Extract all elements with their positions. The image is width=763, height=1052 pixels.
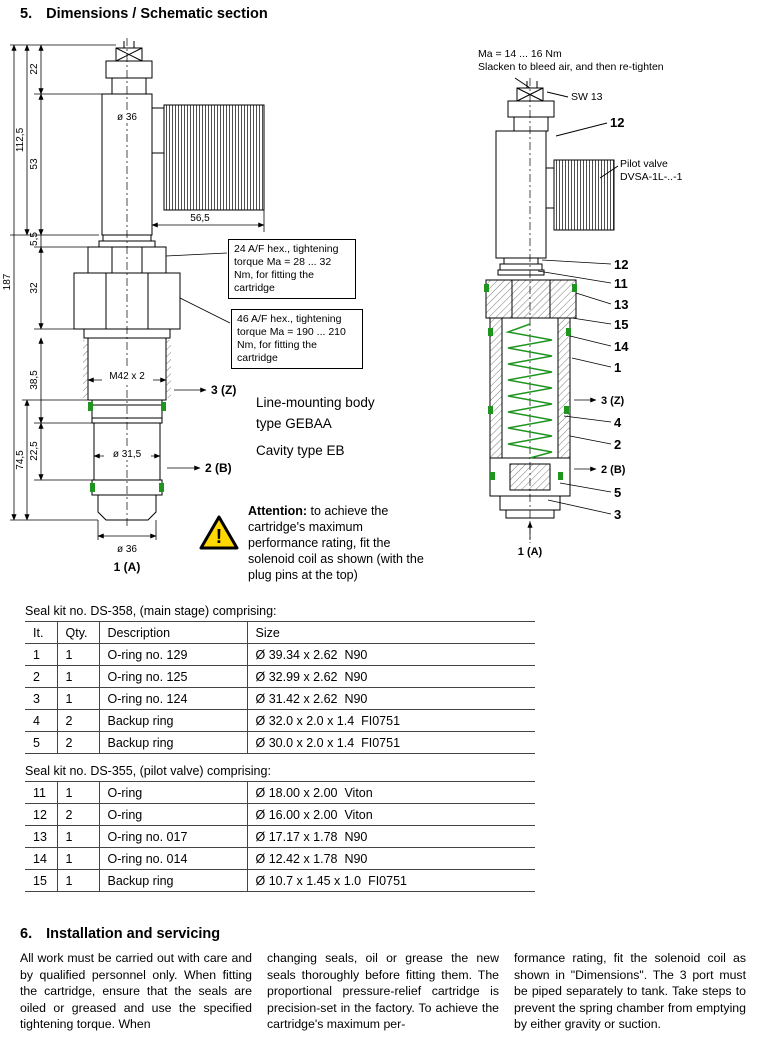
table-row bbox=[25, 732, 535, 754]
cell-qty: 1 bbox=[57, 644, 99, 666]
cell-qty: 2 bbox=[57, 710, 99, 732]
left-port-b: 2 (B) bbox=[205, 461, 232, 475]
cell-qty: 1 bbox=[57, 870, 99, 892]
cell-desc: O-ring no. 014 bbox=[99, 848, 247, 870]
warning-mark: ! bbox=[215, 526, 223, 548]
left-port-a: 1 (A) bbox=[113, 560, 141, 574]
table-row bbox=[25, 688, 535, 710]
dim-22: 22 bbox=[29, 63, 40, 75]
item-5: 5 bbox=[614, 485, 622, 500]
pilot-valve-line2: DVSA-1L-..-1 bbox=[620, 171, 683, 183]
right-port-a: 1 (A) bbox=[517, 546, 543, 558]
cell-desc: O-ring no. 125 bbox=[99, 666, 247, 688]
bleed-note-line1: Ma = 14 ... 16 Nm bbox=[478, 48, 562, 60]
cell-qty: 1 bbox=[57, 688, 99, 710]
callout-46af: 46 A/F hex., tightening torque Ma = 190 ... 210 Nm, for fitting the cartridge bbox=[231, 309, 363, 369]
section6-label: Installation and servicing bbox=[46, 926, 221, 942]
cell-size: Ø 17.17 x 1.78 N90 bbox=[247, 826, 535, 848]
body-type-line2: type GEBAA bbox=[256, 416, 332, 431]
item-15: 15 bbox=[614, 317, 629, 332]
item-4: 4 bbox=[614, 415, 622, 430]
cell-it: 11 bbox=[25, 782, 57, 804]
cell-it: 14 bbox=[25, 848, 57, 870]
table-row bbox=[25, 666, 535, 688]
cell-qty: 2 bbox=[57, 804, 99, 826]
cell-qty: 1 bbox=[57, 826, 99, 848]
cell-it: 12 bbox=[25, 804, 57, 826]
cell-it: 15 bbox=[25, 870, 57, 892]
installation-col-2: changing seals, oil or grease the new seals thoroughly before fitting them. The proportional pressure-relief cartridge is precision-set in the factory. To achieve the cartridge's maximum per- bbox=[267, 951, 499, 1031]
seal-kit-2-table bbox=[25, 781, 535, 892]
cell-size: Ø 10.7 x 1.45 x 1.0 FI0751 bbox=[247, 870, 535, 892]
item-3: 3 bbox=[614, 507, 622, 522]
cell-size: Ø 16.00 x 2.00 Viton bbox=[247, 804, 535, 826]
cell-it: 4 bbox=[25, 710, 57, 732]
header-size: Size bbox=[247, 622, 535, 644]
cell-desc: O-ring no. 017 bbox=[99, 826, 247, 848]
cell-it: 1 bbox=[25, 644, 57, 666]
cell-it: 5 bbox=[25, 732, 57, 754]
dia-36-bottom: ø 36 bbox=[116, 544, 138, 555]
cell-desc: Backup ring bbox=[99, 732, 247, 754]
dim-22-5: 22,5 bbox=[29, 441, 40, 461]
dim-5-5: 5,5 bbox=[29, 232, 40, 246]
seal-kit-1-caption: Seal kit no. DS-358, (main stage) comprising: bbox=[25, 604, 277, 618]
thread-m42: M42 x 2 bbox=[109, 371, 145, 382]
cell-desc: O-ring bbox=[99, 804, 247, 826]
table-row bbox=[25, 870, 535, 892]
header-qty: Qty. bbox=[57, 622, 99, 644]
cavity-note: Cavity type EB bbox=[256, 443, 345, 458]
installation-col-3: formance rating, fit the solenoid coil as shown in "Dimensions". The 3 port must be piped separately to tank. Take steps to prevent the spring chamber from emptying by either gravity or suction. bbox=[514, 951, 746, 1031]
cell-it: 2 bbox=[25, 666, 57, 688]
installation-col-1: All work must be carried out with care and by qualified personnel only. When fitting the cartridge, ensure that the seals are oiled or greased and use the specified tightening torque. When bbox=[20, 951, 252, 1031]
bleed-note bbox=[478, 48, 698, 74]
item-12: 12 bbox=[614, 257, 629, 272]
bleed-note-line2: Slacken to bleed air, and then re-tighten bbox=[478, 61, 664, 73]
dim-38-5: 38,5 bbox=[29, 370, 40, 390]
item-14: 14 bbox=[614, 339, 629, 354]
item-2: 2 bbox=[614, 437, 622, 452]
table-row bbox=[25, 826, 535, 848]
cell-size: Ø 32.99 x 2.62 N90 bbox=[247, 666, 535, 688]
cell-size: Ø 32.0 x 2.0 x 1.4 FI0751 bbox=[247, 710, 535, 732]
item-13: 13 bbox=[614, 297, 629, 312]
dia-31-5: ø 31,5 bbox=[112, 449, 142, 460]
attention-text: to achieve the cartridge's maximum performance rating, fit the solenoid coil as shown (with the plug pins at the top) bbox=[248, 504, 424, 582]
cell-qty: 1 bbox=[57, 666, 99, 688]
dim-187: 187 bbox=[2, 273, 13, 291]
section5-label: Dimensions / Schematic section bbox=[46, 6, 268, 22]
label-backings-left bbox=[102, 110, 153, 460]
cell-desc: O-ring bbox=[99, 782, 247, 804]
table-row bbox=[25, 644, 535, 666]
sw13-label: SW 13 bbox=[571, 91, 603, 103]
dim-74-5: 74,5 bbox=[15, 450, 26, 470]
table-row bbox=[25, 848, 535, 870]
cell-size: Ø 12.42 x 1.78 N90 bbox=[247, 848, 535, 870]
table-row bbox=[25, 804, 535, 826]
cell-it: 3 bbox=[25, 688, 57, 710]
cell-desc: Backup ring bbox=[99, 870, 247, 892]
item-12-top: 12 bbox=[610, 115, 625, 130]
body-type-line1: Line-mounting body bbox=[256, 395, 375, 410]
right-valve-outline bbox=[486, 78, 618, 543]
left-port-z: 3 (Z) bbox=[211, 383, 237, 397]
section6-title bbox=[20, 926, 220, 942]
section6-number: 6. bbox=[20, 926, 33, 942]
dim-56-5: 56,5 bbox=[190, 213, 210, 224]
body-type-note bbox=[256, 392, 436, 434]
cell-size: Ø 30.0 x 2.0 x 1.4 FI0751 bbox=[247, 732, 535, 754]
cell-desc: O-ring no. 124 bbox=[99, 688, 247, 710]
pilot-valve-line1: Pilot valve bbox=[620, 158, 668, 170]
table-row bbox=[25, 782, 535, 804]
dim-112-5: 112,5 bbox=[15, 127, 26, 153]
cell-size: Ø 18.00 x 2.00 Viton bbox=[247, 782, 535, 804]
cell-size: Ø 39.34 x 2.62 N90 bbox=[247, 644, 535, 666]
seal-kit-1-table bbox=[25, 621, 535, 754]
attention-label: Attention: bbox=[248, 504, 308, 518]
item-1: 1 bbox=[614, 360, 622, 375]
seal-kit-2-caption: Seal kit no. DS-355, (pilot valve) comprising: bbox=[25, 764, 271, 778]
right-port-b: 2 (B) bbox=[601, 464, 626, 476]
cell-desc: Backup ring bbox=[99, 710, 247, 732]
dim-32: 32 bbox=[29, 282, 40, 294]
dia-36-top: ø 36 bbox=[116, 112, 138, 123]
right-port-z: 3 (Z) bbox=[601, 395, 625, 407]
cell-it: 13 bbox=[25, 826, 57, 848]
cell-size: Ø 31.42 x 2.62 N90 bbox=[247, 688, 535, 710]
section5-title bbox=[20, 6, 268, 22]
table-row bbox=[25, 710, 535, 732]
item-11: 11 bbox=[614, 276, 628, 291]
table-header-row bbox=[25, 622, 535, 644]
pilot-valve-label bbox=[620, 158, 730, 184]
attention-note bbox=[248, 503, 432, 583]
section5-number: 5. bbox=[20, 6, 33, 22]
callout-24af: 24 A/F hex., tightening torque Ma = 28 ... 32 Nm, for fitting the cartridge bbox=[228, 239, 356, 299]
cell-qty: 2 bbox=[57, 732, 99, 754]
cell-desc: O-ring no. 129 bbox=[99, 644, 247, 666]
header-it: It. bbox=[25, 622, 57, 644]
header-desc: Description bbox=[99, 622, 247, 644]
warning-icon bbox=[198, 514, 240, 557]
cell-qty: 1 bbox=[57, 848, 99, 870]
cell-qty: 1 bbox=[57, 782, 99, 804]
dim-53: 53 bbox=[29, 158, 40, 170]
